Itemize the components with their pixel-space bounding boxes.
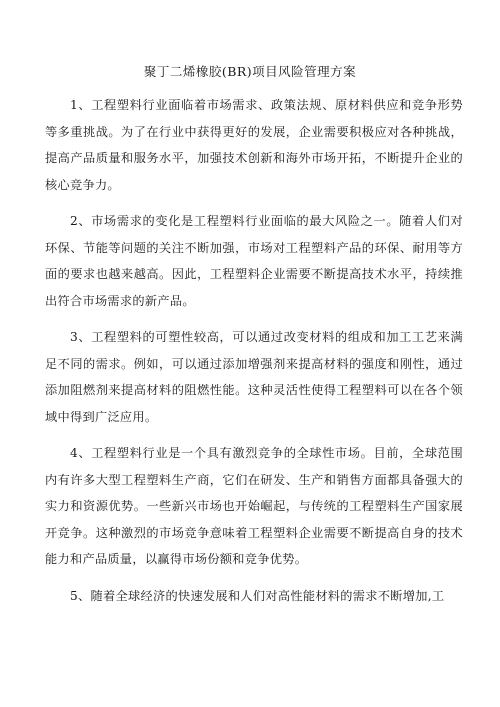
paragraph-3: 3、工程塑料的可塑性较高，可以通过改变材料的组成和加工工艺来满足不同的需求。例如，可以通过添加增强剂来提高材料的强度和刚性，通过添加阻燃剂来提高材料的阻燃性能。这种灵活性使得工程塑料可以在各个领域中得到广泛应用。 [45, 330, 463, 424]
paragraph-4: 4、工程塑料行业是一个具有激烈竞争的全球性市场。目前，全球范围内有许多大型工程塑料生产商，它们在研发、生产和销售方面都具备强大的实力和资源优势。一些新兴市场也开始崛起，与传统的工程塑料生产国家展开竞争。这种激烈的市场竞争意味着工程塑料企业需要不断提高自身的技术能力和产品质量，以赢得市场份额和竞争优势。 [45, 446, 463, 566]
paragraph-2: 2、市场需求的变化是工程塑料行业面临的最大风险之一。随着人们对环保、节能等问题的关注不断加强，市场对工程塑料产品的环保、耐用等方面的要求也越来越高。因此，工程塑料企业需要不断提高技术水平，持续推出符合市场需求的新产品。 [45, 214, 463, 308]
paragraph-1: 1、工程塑料行业面临着市场需求、政策法规、原材料供应和竞争形势等多重挑战。为了在行业中获得更好的发展，企业需要积极应对各种挑战，提高产品质量和服务水平，加强技术创新和海外市场开拓，不断提升企业的核心竞争力。 [45, 98, 463, 192]
paragraph-5: 5、随着全球经济的快速发展和人们对高性能材料的需求不断增加,工 [70, 588, 445, 603]
document-body [45, 92, 463, 619]
document-title: 聚丁二烯橡胶(BR)项目风险管理方案 [143, 64, 357, 79]
